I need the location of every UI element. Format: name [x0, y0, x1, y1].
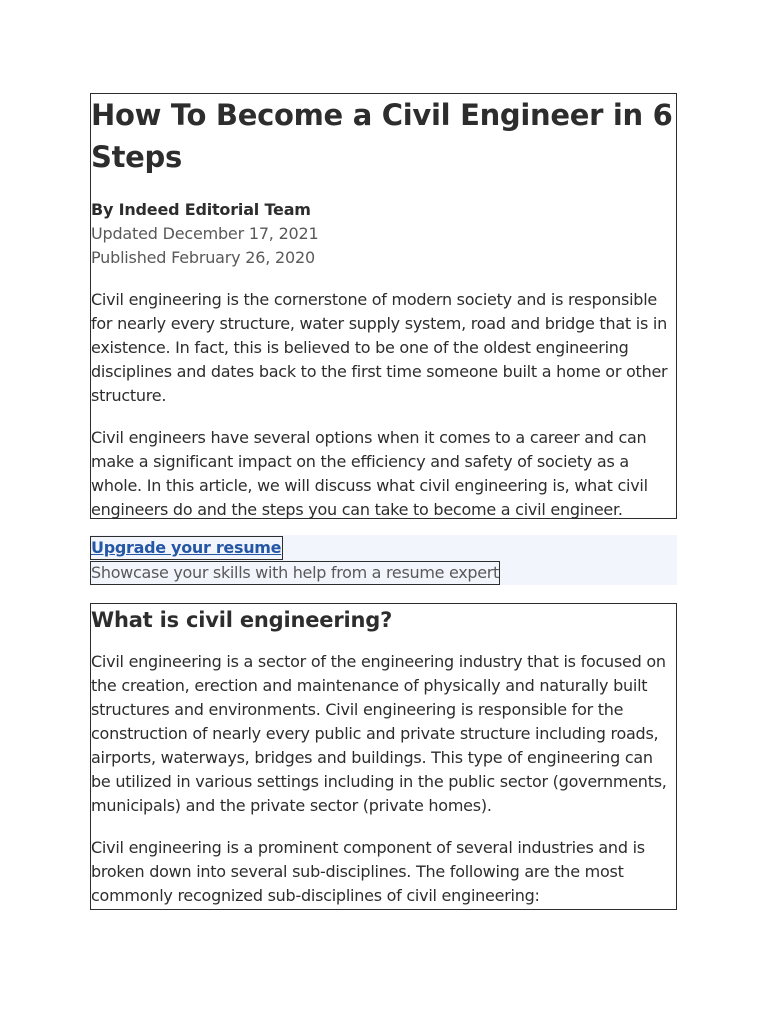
section-paragraph: Civil engineering is a prominent component of several industries and is broken down into several sub-disciplines. The following are the most commonly recognized sub-disciplines of civil engineering: [91, 838, 645, 905]
article-header-section [90, 93, 677, 519]
promo-subtitle: Showcase your skills with help from a resume expert [90, 561, 500, 585]
published-date: Published February 26, 2020 [91, 248, 315, 267]
civil-engineering-section [90, 603, 677, 910]
resume-promo-banner [90, 535, 677, 585]
page-title: How To Become a Civil Engineer in 6 Steps [91, 98, 673, 174]
upgrade-resume-link[interactable]: Upgrade your resume [90, 536, 283, 560]
updated-date: Updated December 17, 2021 [91, 224, 319, 243]
intro-paragraph: Civil engineers have several options when it comes to a career and can make a significant impact on the efficiency and safety of society as a whole. In this article, we will discuss what civil engineering is, what civil engineers do and the steps you can take to become a civil engineer. [91, 428, 648, 519]
author-byline: By Indeed Editorial Team [91, 200, 311, 219]
section-heading: What is civil engineering? [91, 608, 393, 632]
section-paragraph: Civil engineering is a sector of the engineering industry that is focused on the creation, erection and maintenance of physically and naturally built structures and environments. Civil engineering is responsible for the construction of nearly every public and private structure including roads, airports, waterways, bridges and buildings. This type of engineering can be utilized in various settings including in the public sector (governments, municipals) and the private sector (private homes). [91, 652, 667, 815]
intro-paragraph: Civil engineering is the cornerstone of modern society and is responsible for nearly every structure, water supply system, road and bridge that is in existence. In fact, this is believed to be one of the oldest engineering disciplines and dates back to the first time someone built a home or other structure. [91, 290, 668, 405]
